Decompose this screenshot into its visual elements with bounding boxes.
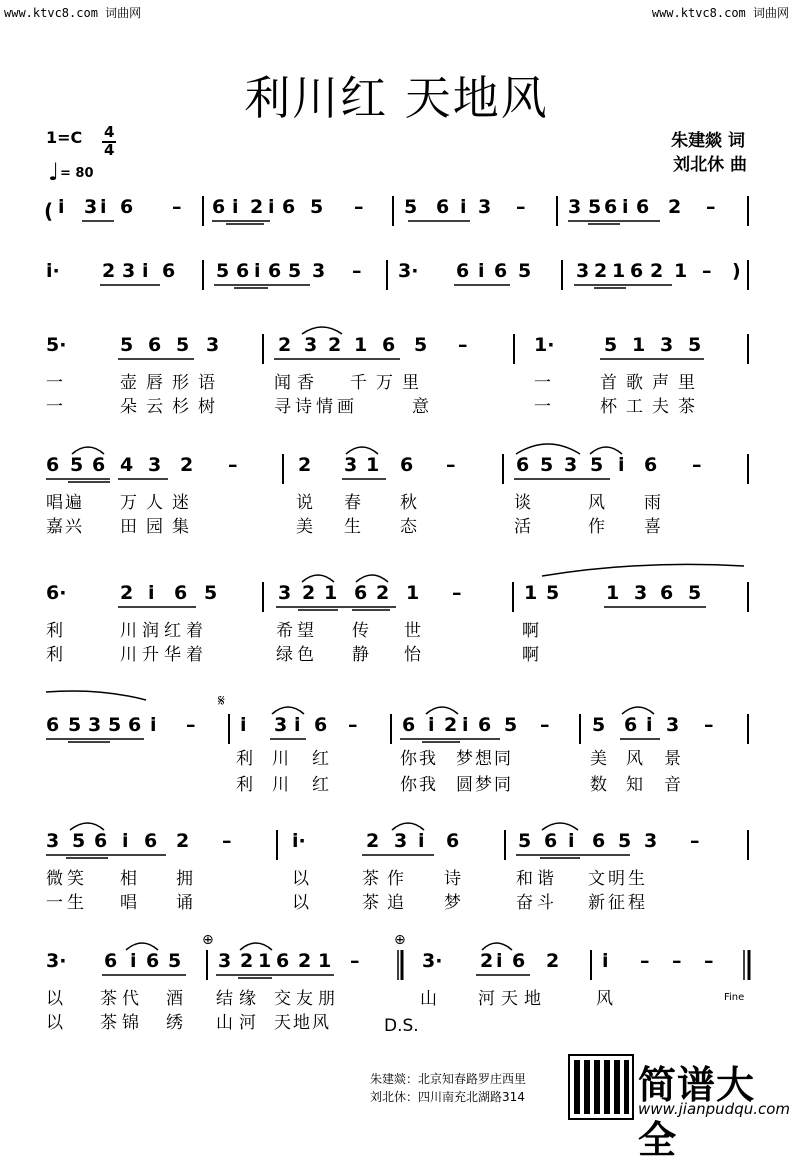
note: 1 <box>524 582 538 604</box>
lyric: 一 <box>534 397 551 417</box>
fine-marking: Fine <box>724 992 745 1003</box>
note: 6 <box>46 714 60 736</box>
coda-icon: ⊕ <box>202 932 214 948</box>
logo-url: www.jianpudqu.com <box>638 1100 791 1118</box>
note: i <box>418 830 425 852</box>
note: 5 <box>68 714 82 736</box>
song-title: 利川红 天地风 <box>244 71 549 125</box>
note: 6 <box>236 260 250 282</box>
lyric: 利 <box>46 645 63 665</box>
lyric: 诗 <box>444 869 461 889</box>
lyric: 茶追 <box>362 893 412 913</box>
note: 3· <box>422 950 443 972</box>
note: 1 <box>632 334 646 356</box>
lyric: 绿色 <box>276 645 318 665</box>
lyric: 嘉兴 <box>46 517 84 537</box>
note: 2 <box>298 950 312 972</box>
logo-text: 简谱大全 <box>638 1063 756 1162</box>
lyric: 酒 <box>166 989 183 1009</box>
lyric: 美 <box>590 749 607 769</box>
note: 6 <box>354 582 368 604</box>
note: i <box>496 950 503 972</box>
lyric: 美 <box>296 517 313 537</box>
note: 5 <box>618 830 632 852</box>
note: i <box>142 260 149 282</box>
note: 6 <box>148 334 162 356</box>
lyric: 茶作 <box>362 869 412 889</box>
note: i <box>240 714 247 736</box>
note: 5 <box>688 334 702 356</box>
lyric: 以 <box>46 989 63 1009</box>
lyric: 春 <box>344 493 361 513</box>
lyric: 茶锦 <box>100 1013 144 1033</box>
note: 5 <box>310 196 324 218</box>
note: 5 <box>590 454 604 476</box>
note: 3 <box>478 196 492 218</box>
note: i <box>130 950 137 972</box>
lyric: 微笑 <box>46 869 88 889</box>
lyric: 利 <box>236 775 253 795</box>
note: 1 <box>258 950 272 972</box>
note: i <box>618 454 625 476</box>
lyric: 作 <box>588 517 605 537</box>
lyric: 风 <box>596 989 613 1009</box>
lyric: 朵云杉树 <box>120 397 224 417</box>
note: ) <box>732 260 741 282</box>
note: 5 <box>204 582 218 604</box>
note: 6 <box>128 714 142 736</box>
header-left: www.ktvc8.com 词曲网 <box>4 6 142 20</box>
lyric: 闻香 <box>274 373 320 393</box>
lyric: 结缘 <box>216 989 262 1009</box>
note: 2 <box>180 454 194 476</box>
lyric: 红 <box>312 775 329 795</box>
note: 5 <box>518 260 532 282</box>
note: 3 <box>660 334 674 356</box>
note: 4 <box>120 454 134 476</box>
note: 5 <box>288 260 302 282</box>
note: 3 <box>274 714 288 736</box>
note: i <box>148 582 155 604</box>
lyric: 梦 <box>444 893 461 913</box>
lyric: 啊 <box>522 645 539 665</box>
note: 6 <box>456 260 470 282</box>
note: 6 <box>146 950 160 972</box>
time-sig-bottom: 4 <box>104 141 115 159</box>
lyric: 和谐 <box>516 869 558 889</box>
note: 5 <box>540 454 554 476</box>
note: 3 <box>576 260 590 282</box>
note: 3 <box>344 454 358 476</box>
note: i <box>100 196 107 218</box>
note: 2 <box>278 334 292 356</box>
lyric: 一 <box>46 397 63 417</box>
paren-open: ( <box>44 199 54 223</box>
time-sig-top: 4 <box>104 123 115 141</box>
note: 2 <box>176 830 190 852</box>
note: – <box>704 950 714 972</box>
lyric: 寻诗情画 <box>274 397 358 417</box>
lyric: 希望 <box>276 621 318 641</box>
key-signature: 1=C <box>46 128 83 147</box>
lyric: 川升华着 <box>120 645 208 665</box>
lyric: 你我 <box>400 749 438 769</box>
note: 5· <box>46 334 67 356</box>
note: 5 <box>108 714 122 736</box>
note: 1 <box>366 454 380 476</box>
ds-marking: D.S. <box>384 1016 419 1036</box>
note: – <box>672 950 682 972</box>
note: 6 <box>92 454 106 476</box>
note: i <box>462 714 469 736</box>
note: 6 <box>268 260 282 282</box>
note: 2 <box>668 196 682 218</box>
note: i <box>478 260 485 282</box>
lyric-row-4b <box>0 512 793 537</box>
note: 5 <box>168 950 182 972</box>
lyric: 新征程 <box>588 893 648 913</box>
lyric: 谈 <box>514 493 531 513</box>
note: 2 <box>240 950 254 972</box>
lyric: 风 <box>588 493 605 513</box>
note: i <box>602 950 609 972</box>
note: i <box>232 196 239 218</box>
note: i <box>428 714 435 736</box>
note: 2 <box>102 260 116 282</box>
note: 6 <box>624 714 638 736</box>
lyric: 红 <box>312 749 329 769</box>
note: 6 <box>382 334 396 356</box>
note: 6 <box>212 196 226 218</box>
note: i· <box>292 830 306 852</box>
note: 3 <box>304 334 318 356</box>
note: 5 <box>604 334 618 356</box>
lyric: 意 <box>412 397 429 417</box>
coda-icon: ⊕ <box>394 932 406 948</box>
note: i <box>268 196 275 218</box>
note: i <box>150 714 157 736</box>
composer: 刘北休 曲 <box>673 155 747 175</box>
lyric: 山 <box>420 989 437 1009</box>
note: 6 <box>314 714 328 736</box>
note: 6 <box>630 260 644 282</box>
lyric: 以 <box>292 869 309 889</box>
note: 2 <box>594 260 608 282</box>
note: 5 <box>546 582 560 604</box>
note: 6 <box>276 950 290 972</box>
lyric-row-8b <box>0 1008 793 1036</box>
lyric: 以 <box>292 893 309 913</box>
note: 6 <box>446 830 460 852</box>
lyric: 梦想同 <box>456 749 513 769</box>
lyric: 壶唇形语 <box>120 373 224 393</box>
lyric-row-3a <box>0 368 793 393</box>
note: 1 <box>674 260 688 282</box>
note: – <box>228 454 238 476</box>
note: – <box>702 260 712 282</box>
lyric: 田园集 <box>120 517 198 537</box>
lyric: 传 <box>352 621 369 641</box>
note: 2 <box>120 582 134 604</box>
note: 2 <box>366 830 380 852</box>
lyric-row-4a <box>0 488 793 513</box>
note: 3· <box>46 950 67 972</box>
note: 1· <box>534 334 555 356</box>
note: 2 <box>250 196 264 218</box>
lyric: 风 <box>626 749 643 769</box>
piano-icon <box>568 1054 634 1120</box>
lyric: 奋斗 <box>516 893 558 913</box>
note: i <box>568 830 575 852</box>
footer-line-1: 朱建燚：北京知春路罗庄西里 <box>370 1072 527 1086</box>
lyric-row-3b <box>0 392 793 417</box>
lyric: 怡 <box>404 645 421 665</box>
note: 3 <box>88 714 102 736</box>
lyric: 茶代 <box>100 989 144 1009</box>
note: 5 <box>404 196 418 218</box>
note: – <box>690 830 700 852</box>
lyric: 你我 <box>400 775 438 795</box>
lyric: 雨 <box>644 493 661 513</box>
note: – <box>222 830 232 852</box>
note: 1 <box>606 582 620 604</box>
lyric: 音 <box>664 775 681 795</box>
note: 3 <box>564 454 578 476</box>
note: – <box>452 582 462 604</box>
note: i <box>58 196 65 218</box>
note: 6 <box>478 714 492 736</box>
lyric: 诵 <box>176 893 193 913</box>
note: 5 <box>588 196 602 218</box>
lyric: 说 <box>296 493 313 513</box>
note: 3 <box>148 454 162 476</box>
lyric: 万人迷 <box>120 493 198 513</box>
score-row-1 <box>0 196 793 244</box>
note: – <box>350 950 360 972</box>
site-logo <box>566 1052 793 1162</box>
note: 6 <box>400 454 414 476</box>
note: 5 <box>176 334 190 356</box>
lyric-row-5b <box>0 640 793 665</box>
note: 6 <box>120 196 134 218</box>
lyric: 世 <box>404 621 421 641</box>
lyric: 唱遍 <box>46 493 84 513</box>
note: 3 <box>122 260 136 282</box>
note: 5 <box>72 830 86 852</box>
lyric: 川 <box>272 775 289 795</box>
note: 3 <box>634 582 648 604</box>
note: – <box>348 714 358 736</box>
note: 3 <box>278 582 292 604</box>
note: 6 <box>282 196 296 218</box>
note: 1 <box>612 260 626 282</box>
lyric: 利 <box>236 749 253 769</box>
lyric: 数 <box>590 775 607 795</box>
note: 1 <box>318 950 332 972</box>
note: – <box>540 714 550 736</box>
lyric: 一 <box>46 373 63 393</box>
lyric-row-7b <box>0 888 793 913</box>
footer-contact <box>370 1070 570 1106</box>
note: 6 <box>104 950 118 972</box>
lyric: 利 <box>46 621 63 641</box>
lyric: 知 <box>626 775 643 795</box>
note: – <box>458 334 468 356</box>
note: 6· <box>46 582 67 604</box>
tempo-marking: = 80 <box>60 166 94 181</box>
note: 3 <box>568 196 582 218</box>
lyric: 喜 <box>644 517 661 537</box>
note: 2 <box>444 714 458 736</box>
lyric-row-8a <box>0 984 793 1009</box>
lyric: 一 <box>534 373 551 393</box>
note: 2 <box>302 582 316 604</box>
lyric: 圆梦同 <box>456 775 513 795</box>
note: i <box>254 260 261 282</box>
note: 6 <box>512 950 526 972</box>
lyric: 拥 <box>176 869 193 889</box>
note: – <box>172 196 182 218</box>
note: 3 <box>666 714 680 736</box>
note: 6 <box>174 582 188 604</box>
note: – <box>516 196 526 218</box>
lyric: 杯工夫茶 <box>600 397 704 417</box>
note: – <box>704 714 714 736</box>
note: 3 <box>394 830 408 852</box>
note: – <box>706 196 716 218</box>
note: 6 <box>660 582 674 604</box>
note: 2 <box>650 260 664 282</box>
note: 3 <box>312 260 326 282</box>
note: – <box>692 454 702 476</box>
note: 5 <box>518 830 532 852</box>
note: i <box>122 830 129 852</box>
lyricist: 朱建燚 词 <box>671 131 745 151</box>
note: 2 <box>328 334 342 356</box>
lyric: 山河 <box>216 1013 262 1033</box>
lyric: 一生 <box>46 893 88 913</box>
note: 6 <box>604 196 618 218</box>
lyric-row-7a <box>0 864 793 889</box>
note: 5 <box>592 714 606 736</box>
note: 6 <box>516 454 530 476</box>
note: 5 <box>504 714 518 736</box>
note: 1 <box>324 582 338 604</box>
lyric: 以 <box>46 1013 63 1033</box>
lyric: 绣 <box>166 1013 183 1033</box>
lyric: 首歌声里 <box>600 373 704 393</box>
note: 6 <box>46 454 60 476</box>
lyric: 景 <box>664 749 681 769</box>
lyric: 千万里 <box>350 373 428 393</box>
note: 2 <box>376 582 390 604</box>
note: 6 <box>544 830 558 852</box>
note: 3 <box>644 830 658 852</box>
score-row-2 <box>0 260 793 308</box>
note: – <box>354 196 364 218</box>
lyric: 川 <box>272 749 289 769</box>
note: 6 <box>592 830 606 852</box>
note: 6 <box>162 260 176 282</box>
lyric: 活 <box>514 517 531 537</box>
note: 6 <box>94 830 108 852</box>
note: 6 <box>644 454 658 476</box>
note: 3 <box>206 334 220 356</box>
note: – <box>446 454 456 476</box>
note: 3 <box>84 196 98 218</box>
lyric: 川润红着 <box>120 621 208 641</box>
note: i <box>460 196 467 218</box>
lyric: 交友朋 <box>274 989 340 1009</box>
note: i· <box>46 260 60 282</box>
note: i <box>622 196 629 218</box>
note: 6 <box>636 196 650 218</box>
quarter-note-icon: ♩ <box>48 158 60 186</box>
note: i <box>646 714 653 736</box>
note: 5 <box>414 334 428 356</box>
note: 1 <box>354 334 368 356</box>
note: 2 <box>546 950 560 972</box>
segno-icon: 𝄋 <box>218 691 225 710</box>
note: 6 <box>436 196 450 218</box>
note: 2 <box>480 950 494 972</box>
lyric: 唱 <box>120 893 137 913</box>
note: 5 <box>216 260 230 282</box>
lyric: 文明生 <box>588 869 648 889</box>
note: 3· <box>398 260 419 282</box>
note: – <box>640 950 650 972</box>
header-right: www.ktvc8.com 词曲网 <box>651 6 789 20</box>
note: 5 <box>70 454 84 476</box>
lyric-row-6a <box>0 744 793 769</box>
note: 2 <box>298 454 312 476</box>
note: 5 <box>120 334 134 356</box>
note: – <box>352 260 362 282</box>
note: i <box>294 714 301 736</box>
note: 6 <box>494 260 508 282</box>
lyric-row-5a <box>0 616 793 641</box>
lyric: 河天地 <box>478 989 547 1009</box>
lyric: 静 <box>352 645 369 665</box>
note: 6 <box>402 714 416 736</box>
lyric: 天地风 <box>274 1013 331 1033</box>
note: 3 <box>218 950 232 972</box>
lyric: 啊 <box>522 621 539 641</box>
note: – <box>186 714 196 736</box>
note: 6 <box>144 830 158 852</box>
footer-line-2: 刘北休：四川南充北湖路314 <box>370 1090 525 1104</box>
lyric: 态 <box>400 517 417 537</box>
lyric-row-6b <box>0 770 793 795</box>
note: 3 <box>46 830 60 852</box>
note: 5 <box>688 582 702 604</box>
lyric: 秋 <box>400 493 417 513</box>
lyric: 相 <box>120 869 137 889</box>
note: 1 <box>406 582 420 604</box>
lyric: 生 <box>344 517 361 537</box>
